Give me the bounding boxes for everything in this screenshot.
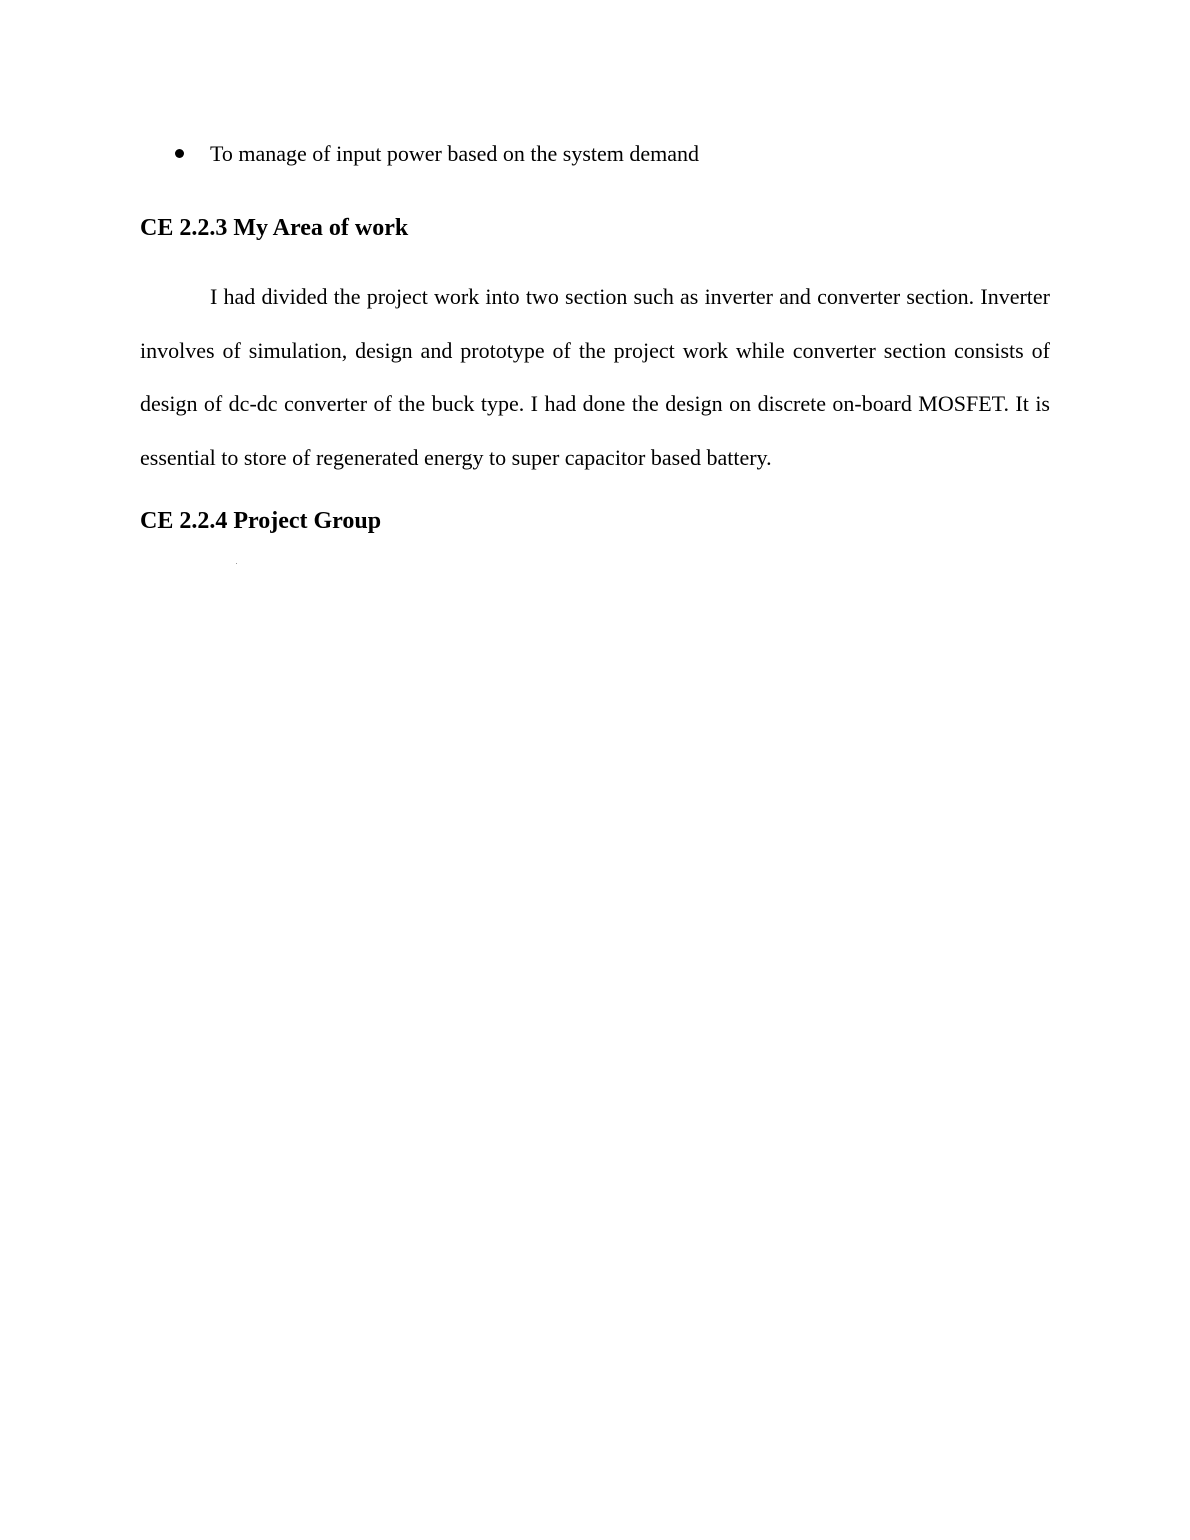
scan-speck bbox=[236, 563, 237, 564]
bullet-list-item bbox=[140, 138, 1050, 170]
bullet-icon bbox=[175, 149, 184, 158]
section-heading-project-group: CE 2.2.4 Project Group bbox=[140, 508, 382, 534]
bullet-text: To manage of input power based on the system demand bbox=[210, 141, 700, 166]
section-heading-area-of-work: CE 2.2.3 My Area of work bbox=[140, 215, 409, 241]
area-of-work-paragraph: I had divided the project work into two section such as inverter and converter section. Inverter involves of simulation, design and prototype of the project work while converter section consists of design of dc-dc converter of the buck type. I had done the design on discrete on-board MOSFET. It is essential to store of regenerated energy to super capacitor based battery. bbox=[140, 284, 1050, 471]
